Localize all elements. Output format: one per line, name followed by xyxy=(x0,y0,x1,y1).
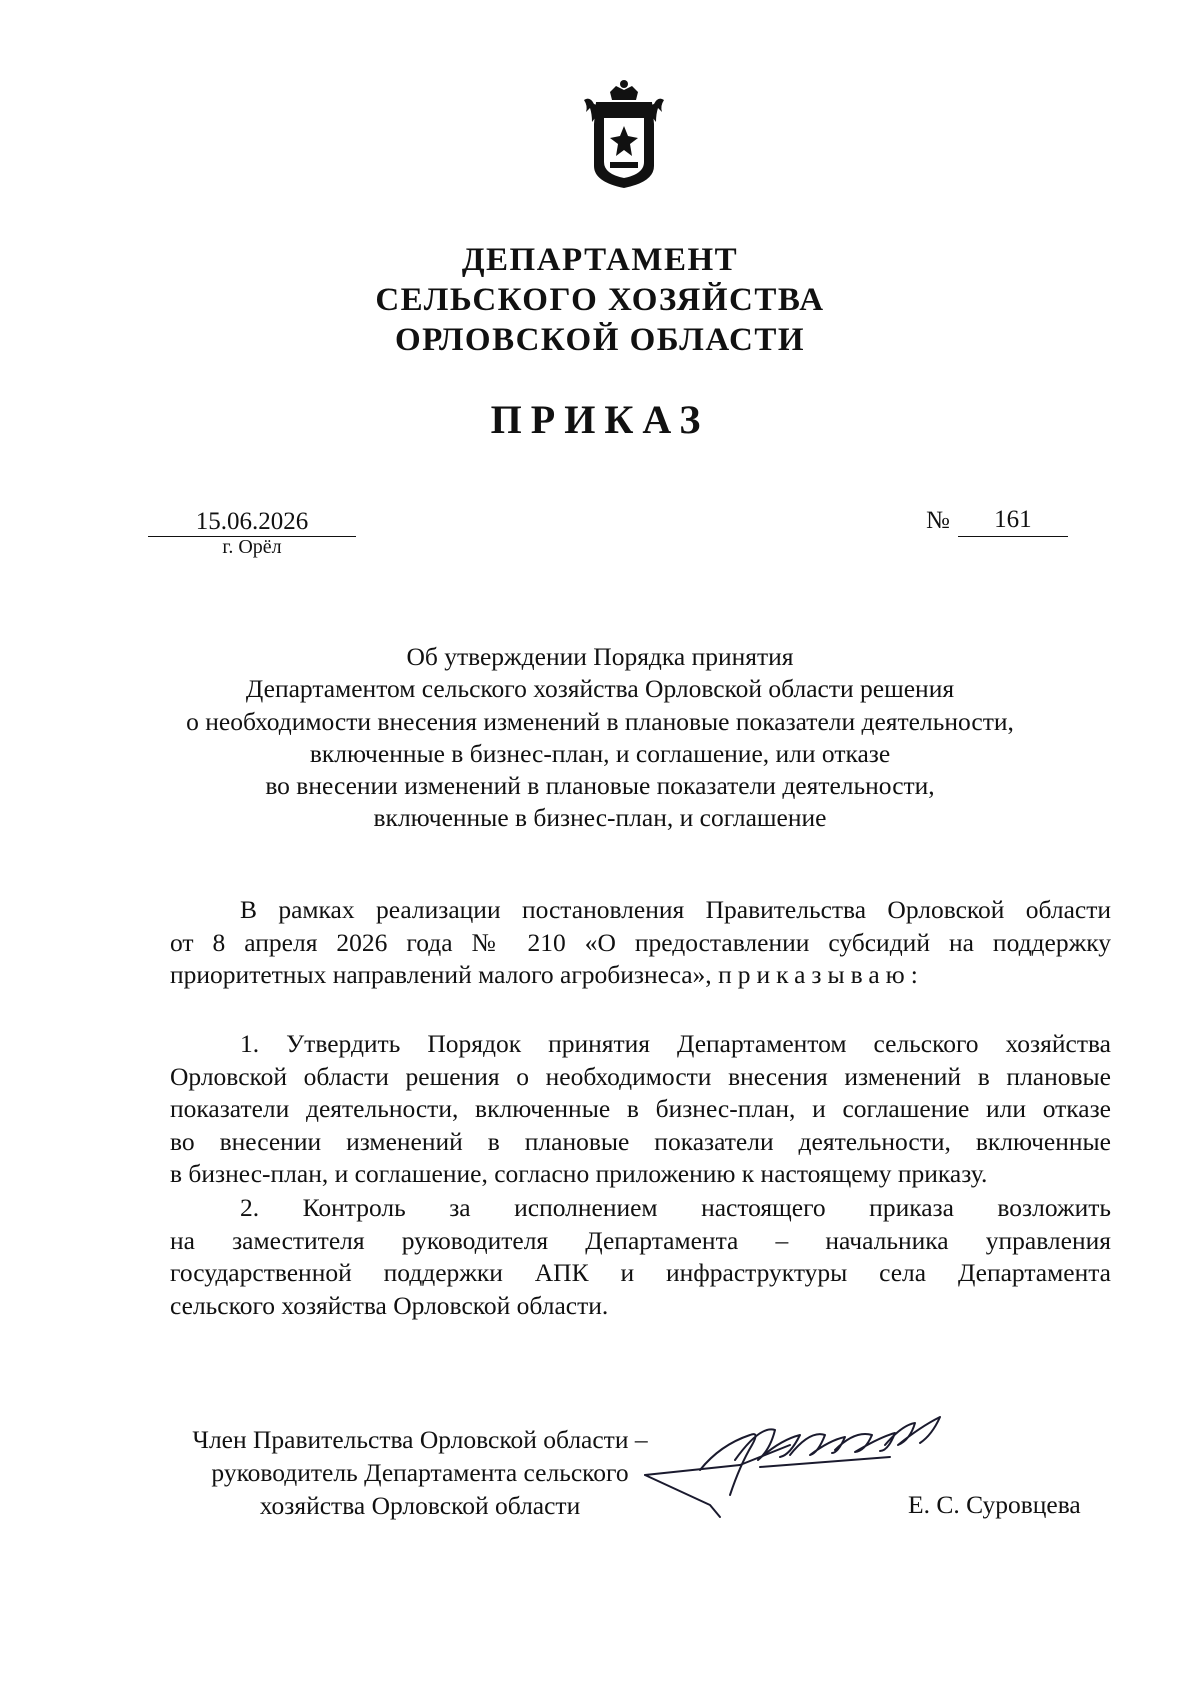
preamble-line xyxy=(170,959,1111,992)
order-number: 161 xyxy=(958,506,1068,537)
order-verb: приказываю: xyxy=(718,960,924,989)
item-1-line: Орловской области решения о необходимости внесения изменений в плановые xyxy=(170,1061,1111,1091)
item-2-paragraph xyxy=(170,1192,1111,1322)
title-line: о необходимости внесения изменений в плановые показатели деятельности, xyxy=(186,706,1014,736)
number-sign: № xyxy=(926,507,950,534)
preamble-line-text: приоритетных направлений малого агробизнеса», xyxy=(170,960,712,989)
department-name-line: СЕЛЬСКОГО ХОЗЯЙСТВА xyxy=(375,282,825,318)
signer-name: Е. С. Суровцева xyxy=(908,1490,1081,1519)
department-name-line: ДЕПАРТАМЕНТ xyxy=(461,242,739,278)
title-line: Об утверждении Порядка принятия xyxy=(406,642,794,671)
item-2-line: государственной поддержки АПК и инфраструктуры села Департамента xyxy=(170,1258,1111,1287)
item-1-line: 1. Утвердить Порядок принятия Департаментом сельского хозяйства xyxy=(240,1029,1111,1058)
signer-position-line: хозяйства Орловской области xyxy=(259,1491,581,1520)
item-2-line: сельского хозяйства Орловской области. xyxy=(170,1290,609,1320)
item-1-line: в бизнес-план, и соглашение, согласно приложению к настоящему приказу. xyxy=(170,1159,988,1188)
signer-position-line: руководитель Департамента сельского xyxy=(211,1458,629,1487)
signer-position xyxy=(160,1423,680,1522)
title-line: во внесении изменений в плановые показатели деятельности, xyxy=(265,771,935,801)
item-2-line: 2. Контроль за исполнением настоящего приказа возложить xyxy=(240,1193,1111,1222)
coat-of-arms-icon xyxy=(580,78,665,190)
preamble-paragraph xyxy=(170,894,1111,992)
title-line: Департаментом сельского хозяйства Орловской области решения xyxy=(245,674,955,704)
preamble-line: В рамках реализации постановления Правительства Орловской области xyxy=(240,895,1111,924)
title-line: включенные в бизнес-план, и соглашение xyxy=(373,803,827,833)
order-date: 15.06.2026 xyxy=(148,508,356,537)
item-2-line: на заместителя руководителя Департамента – начальника управления xyxy=(170,1225,1111,1255)
signer-position-line: Член Правительства Орловской области – xyxy=(192,1425,648,1454)
order-city: г. Орёл xyxy=(222,536,282,558)
order-number-block xyxy=(926,506,1068,537)
document-type-heading: ПРИКАЗ xyxy=(490,397,710,442)
item-1-line: показатели деятельности, включенные в бизнес-план, и соглашение или отказе xyxy=(170,1094,1111,1123)
item-1-paragraph xyxy=(170,1028,1111,1191)
department-name-line: ОРЛОВСКОЙ ОБЛАСТИ xyxy=(394,322,806,358)
order-title xyxy=(150,641,1050,835)
item-1-line: во внесении изменений в плановые показатели деятельности, включенные xyxy=(170,1126,1111,1156)
preamble-line: от 8 апреля 2026 года № 210 «О предоставлении субсидий на поддержку xyxy=(170,927,1111,957)
title-line: включенные в бизнес-план, и соглашение, или отказе xyxy=(309,738,891,768)
